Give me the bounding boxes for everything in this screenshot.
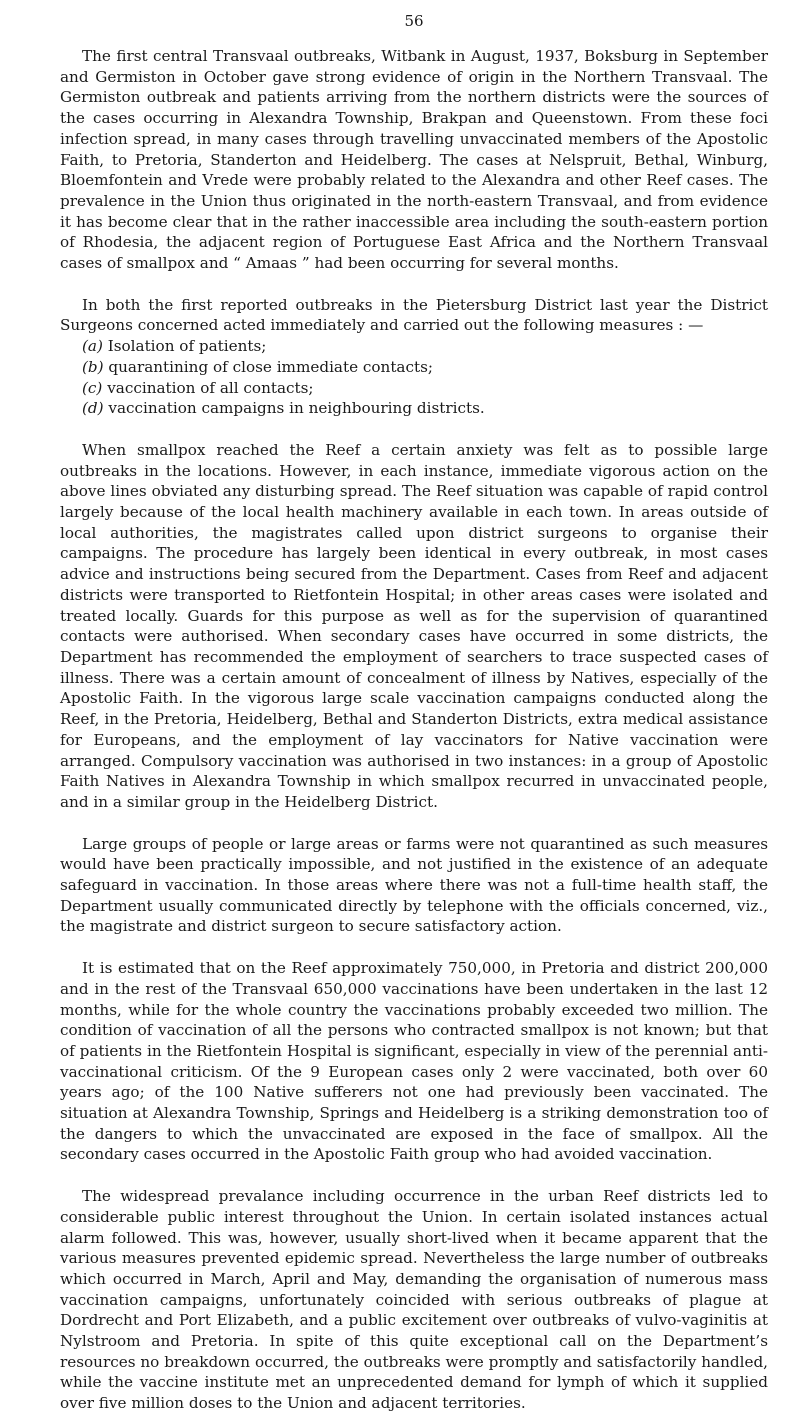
measures-list	[60, 336, 768, 419]
list-item-text: Isolation of patients;	[107, 337, 267, 356]
paragraph-quarantine-policy: Large groups of people or large areas or farms were not quarantined as such measures would have been practically impossible, and not justified in the existence of an adequate safeguard in vaccination. In those areas where there was not a full-time health staff, the Department usually communicated directly by telephone with the officials concerned, viz., the magistrate and district surgeon to secure satisfactory action.	[60, 834, 768, 936]
document-page	[60, 10, 768, 1414]
list-item-label: (b)	[82, 357, 104, 376]
paragraph-vaccination-estimates: It is estimated that on the Reef approximately 750,000, in Pretoria and district 200,000 and in the rest of the Transvaal 650,000 vaccinations have been undertaken in the last 12 months, while for the whole country the vaccinations probably exceeded two million. The condition of vaccination of all the persons who contracted smallpox is not known; but that of patients in the Rietfontein Hospital is significant, especially in view of the perennial anti-vaccinational criticism. Of the 9 European cases only 2 were vaccinated, both over 60 years ago; of the 100 Native sufferers not one had previously been vaccinated. The situation at Alexandra Township, Springs and Heidelberg is a striking demonstration too of the dangers to which the unvaccinated are exposed in the face of smallpox. All the secondary cases occurred in the Apostolic Faith group who had avoided vaccination.	[60, 959, 768, 1164]
list-item-label: (d)	[82, 399, 104, 418]
list-item	[82, 398, 768, 419]
list-item	[82, 336, 768, 357]
list-item-text: vaccination campaigns in neighbouring districts.	[108, 399, 485, 418]
list-item	[82, 357, 768, 378]
list-item	[82, 378, 768, 399]
page-number: 56	[404, 12, 424, 30]
list-item-label: (c)	[82, 378, 103, 397]
list-item-text: vaccination of all contacts;	[107, 378, 314, 397]
paragraph-outbreak-origins: The first central Transvaal outbreaks, Witbank in August, 1937, Boksburg in September and Germiston in October gave strong evidence of origin in the Northern Transvaal. The Germiston outbreak and patients arriving from the northern districts were the sources of the cases occurring in Alexandra Township, Brakpan and Queenstown. From these foci infection spread, in many cases through travelling unvaccinated members of the Apostolic Faith, to Pretoria, Standerton and Heidelberg. The cases at Nelspruit, Bethal, Winburg, Bloemfontein and Vrede were probably related to the Alexandra and other Reef cases. The prevalence in the Union thus originated in the north-eastern Transvaal, and from evidence it has become clear that in the rather inaccessible area including the south-eastern portion of Rhodesia, the adjacent region of Portuguese East Africa and the Northern Transvaal cases of smallpox and “ Amaas ” had been occurring for several months.	[60, 47, 768, 273]
list-item-text: quarantining of close immediate contacts;	[108, 357, 434, 376]
paragraph-public-interest: The widespread prevalance including occurrence in the urban Reef districts led to considerable public interest throughout the Union. In certain isolated instances actual alarm followed. This was, however, usually short-lived when it became apparent that the various measures prevented epidemic spread. Nevertheless the large number of outbreaks which occurred in March, April and May, demanding the organisation of numerous mass vaccination campaigns, unfortunately coincided with serious outbreaks of plague at Dordrecht and Port Elizabeth, and a public excitement over outbreaks of vulvo-vaginitis at Nylstroom and Pretoria. In spite of this quite exceptional call on the Department’s resources no breakdown occurred, the outbreaks were promptly and satisfactorily handled, while the vaccine institute met an unprecedented demand for lymph of which it supplied over five million doses to the Union and adjacent territories.	[60, 1187, 768, 1413]
paragraph-reef-control: When smallpox reached the Reef a certain anxiety was felt as to possible large outbreaks in the locations. However, in each instance, immediate vigorous action on the above lines obviated any disturbing spread. The Reef situation was capable of rapid control largely because of the local health machinery available in each town. In areas outside of local authorities, the magistrates called upon district surgeons to organise their campaigns. The procedure has largely been identical in every outbreak, in most cases advice and instructions being secured from the Department. Cases from Reef and adjacent districts were transported to Rietfontein Hospital; in other areas cases were isolated and treated locally. Guards for this purpose as well as for the supervision of quarantined contacts were authorised. When secondary cases have occurred in some districts, the Department has recommended the employment of searchers to trace suspected cases of illness. There was a certain amount of concealment of illness by Natives, especially of the Apostolic Faith. In the vigorous large scale vaccination campaigns conducted along the Reef, in the Pretoria, Heidelberg, Bethal and Standerton Districts, extra medical assistance for Europeans, and the employment of lay vaccinators for Native vaccination were arranged. Compulsory vaccination was authorised in two instances: in a group of Apostolic Faith Natives in Alexandra Township in which smallpox recurred in unvaccinated people, and in a similar group in the Heidelberg District.	[60, 440, 768, 811]
paragraph-district-measures: In both the first reported outbreaks in the Pietersburg District last year the District Surgeons concerned acted immediately and carried out the following measures : —	[60, 295, 768, 335]
list-item-label: (a)	[82, 337, 103, 356]
